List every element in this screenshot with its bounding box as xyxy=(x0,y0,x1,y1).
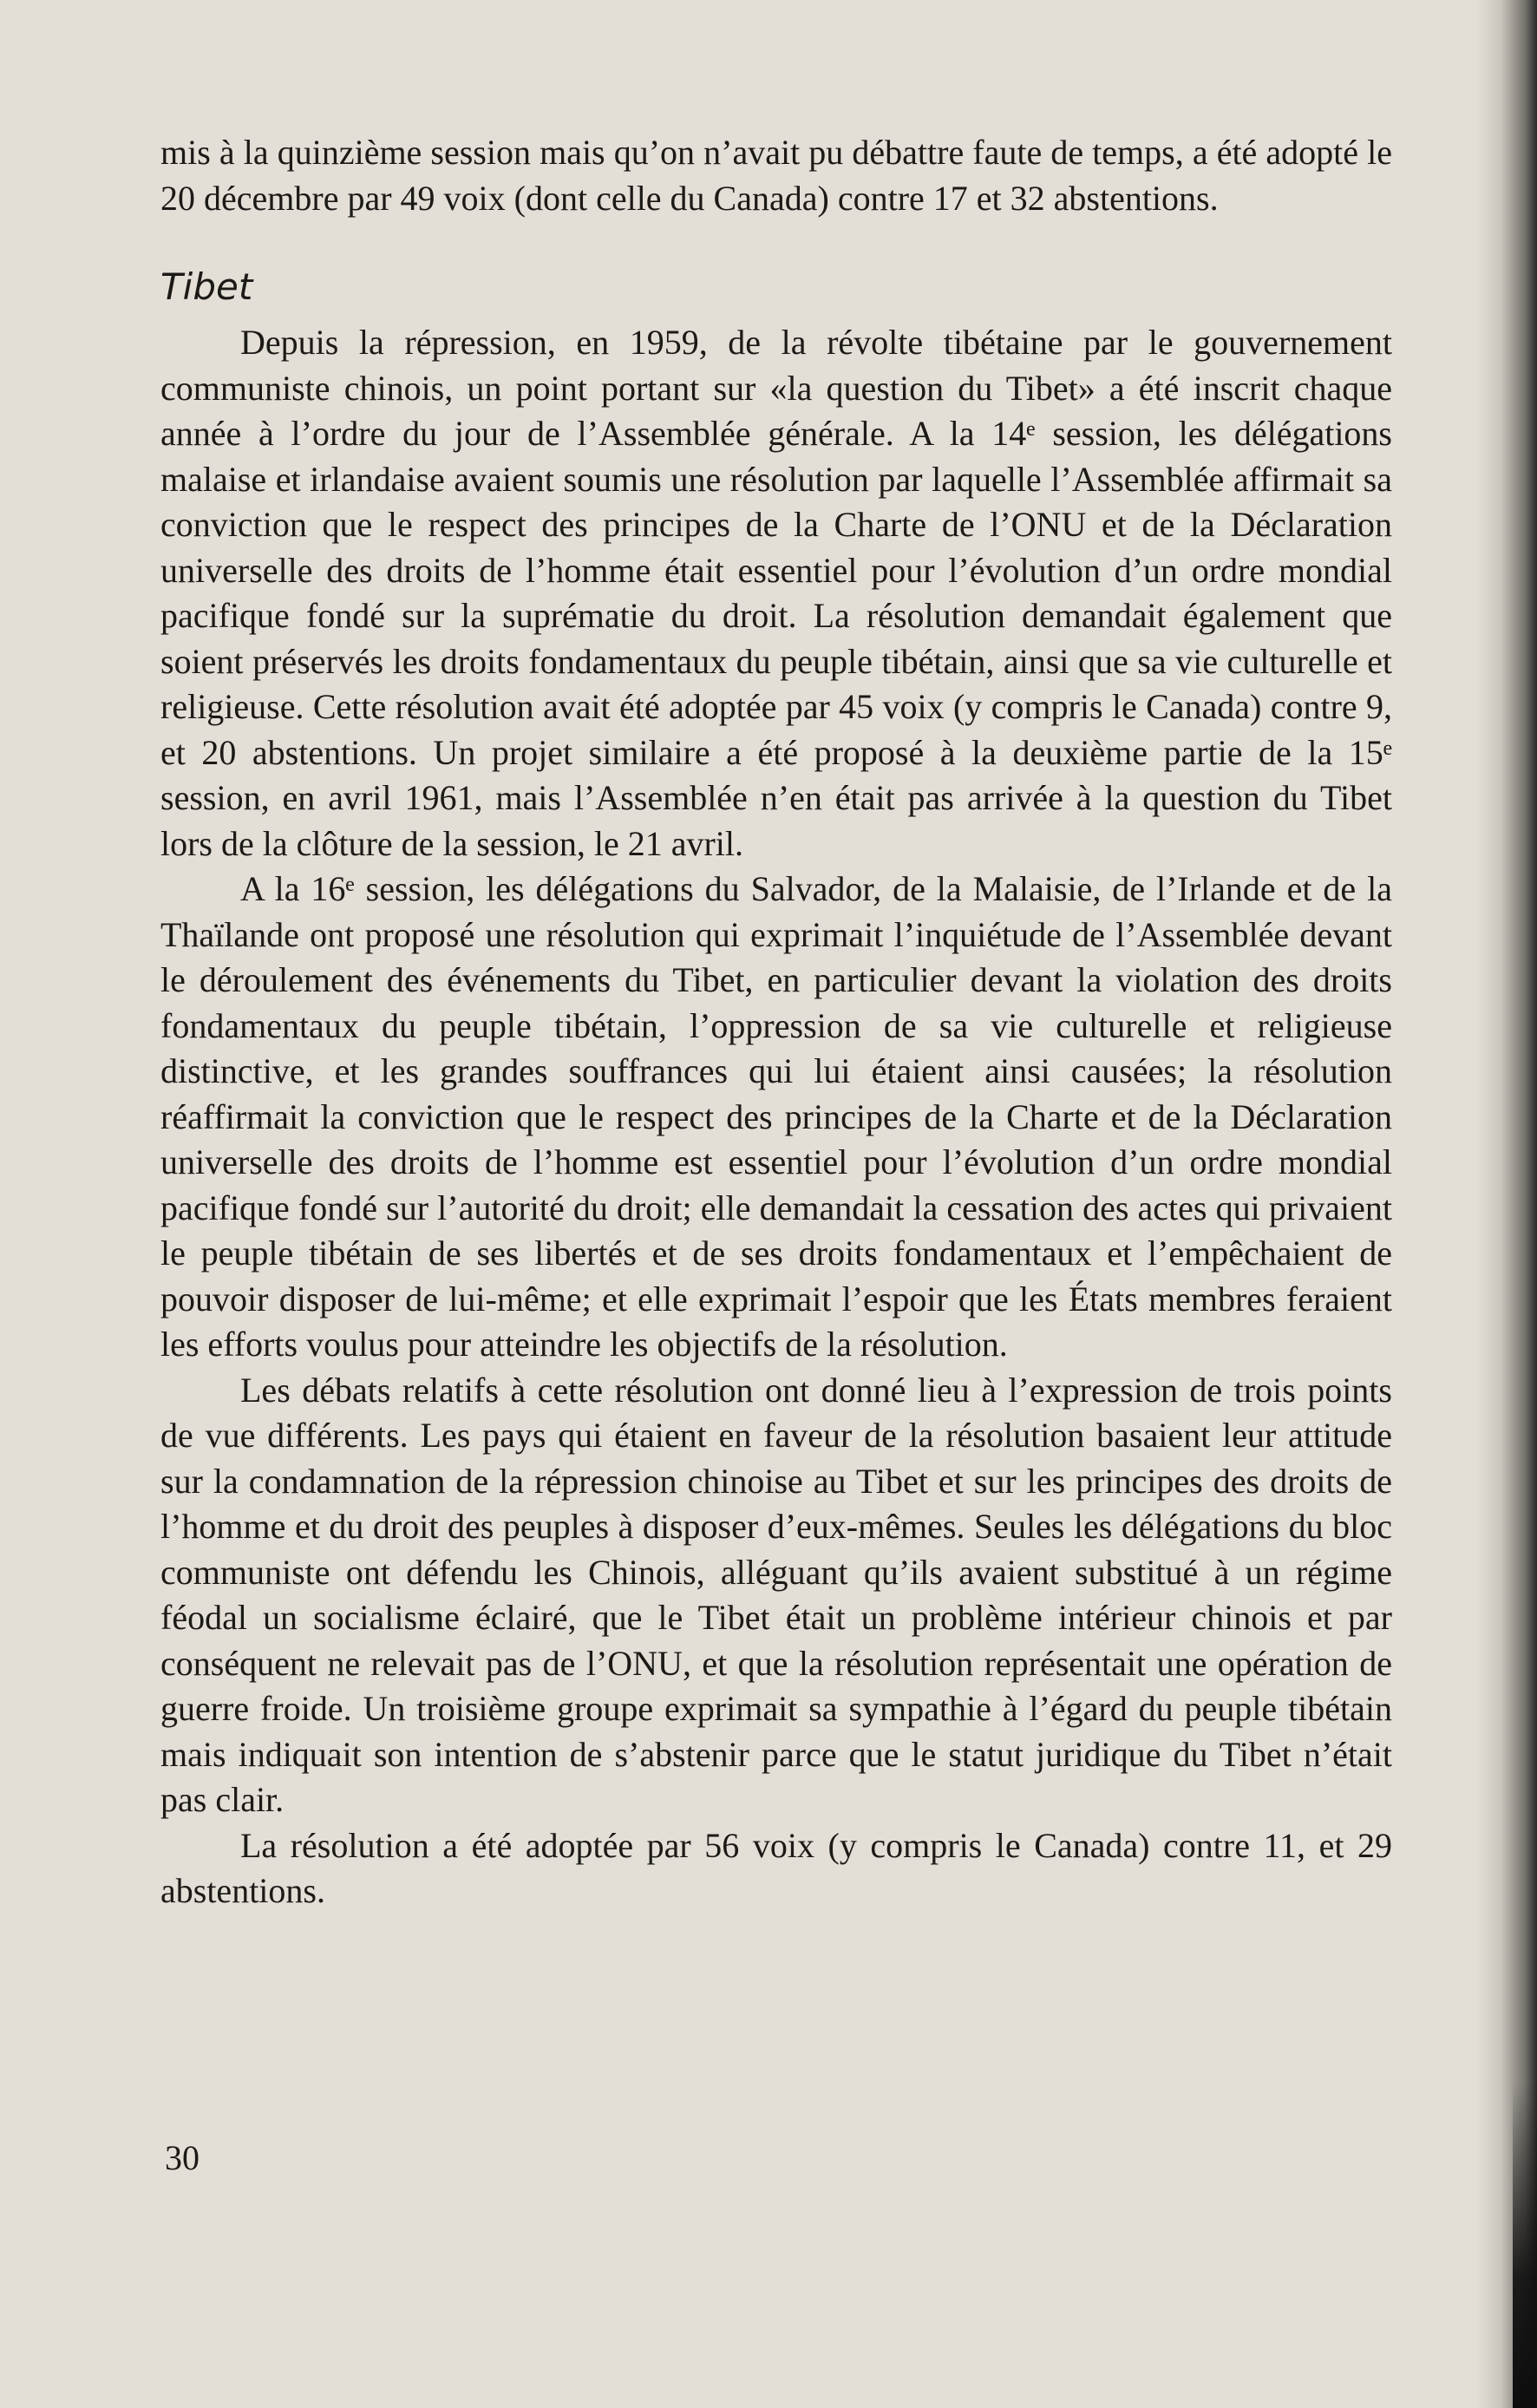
body-paragraph: La résolution a été adoptée par 56 voix (y compris le Canada) contre 11, et 29 abstentions. xyxy=(160,1825,1392,1910)
body-paragraph: A la 16ᵉ session, les délégations du Salvador, de la Malaisie, de l’Irlande et de la Thaïlande ont proposé une résolution qui exprimait l’inquiétude de l’Assemblée devant le déroulement des événements du Tibet, en particulier devant la violation des droits fondamentaux du peuple tibétain, l’oppression de sa vie culturelle et religieuse distinctive, et les grandes souffrances qui lui étaient ainsi causées; la résolution réaffirmait la conviction que le respect des principes de la Charte et de la Déclaration universelle des droits de l’homme est essentiel pour l’évolution d’un ordre mondial pacifique fondé sur l’autorité du droit; elle demandait la cessation des actes qui privaient le peuple tibétain de ses libertés et de ses droits fondamentaux et l’empêchaient de pouvoir disposer de lui-même; et elle exprimait l’espoir que les États membres feraient les efforts voulus pour atteindre les objectifs de la résolution. xyxy=(160,869,1392,1364)
page-edge xyxy=(1513,2082,1537,2408)
body-paragraph: Depuis la répression, en 1959, de la révolte tibétaine par le gouvernement communiste chinois, un point portant sur «la question du Tibet» a été inscrit chaque année à l’ordre du jour de l’Assemblée générale. A la 14ᵉ session, les délégations malaise et irlandaise avaient soumis une résolution par laquelle l’Assemblée affirmait sa conviction que le respect des principes de la Charte de l’ONU et de la Déclaration universelle des droits de l’homme était essentiel pour l’évolution d’un ordre mondial pacifique fondé sur la suprématie du droit. La résolution demandait également que soient préservés les droits fondamentaux du peuple tibétain, ainsi que sa vie culturelle et religieuse. Cette résolution avait été adoptée par 45 voix (y compris le Canada) contre 9, et 20 abstentions. Un projet similaire a été proposé à la deuxième partie de la 15ᵉ session, en avril 1961, mais l’Assemblée n’en était pas arrivée à la question du Tibet lors de la clôture de la session, le 21 avril. xyxy=(160,323,1392,863)
page-body xyxy=(160,130,1392,1914)
page-number: 30 xyxy=(165,2138,199,2177)
page-gutter-shadow xyxy=(1476,0,1537,2408)
body-paragraph: Les débats relatifs à cette résolution ont donné lieu à l’expression de trois points de vue différents. Les pays qui étaient en faveur de la résolution basaient leur attitude sur la condamnation de la répression chinoise au Tibet et sur les principes des droits de l’homme et du droit des peuples à disposer d’eux-mêmes. Seules les délégations du bloc communiste ont défendu les Chinois, alléguant qu’ils avaient substitué à un régime féodal un socialisme éclairé, que le Tibet était un problème intérieur chinois et par conséquent ne relevait pas de l’ONU, et que la résolution représentait une opération de guerre froide. Un troisième groupe exprimait sa sympathie à l’égard du peuple tibétain mais indiquait son intention de s’abstenir parce que le statut juridique du Tibet n’était pas clair. xyxy=(160,1370,1392,1819)
spacer xyxy=(160,221,1392,265)
intro-paragraph: mis à la quinzième session mais qu’on n’avait pu débattre faute de temps, a été adopté le 20 décembre par 49 voix (dont celle du Canada) contre 17 et 32 abstentions. xyxy=(160,133,1392,218)
section-title: Tibet xyxy=(160,265,253,308)
spacer xyxy=(160,310,1392,320)
